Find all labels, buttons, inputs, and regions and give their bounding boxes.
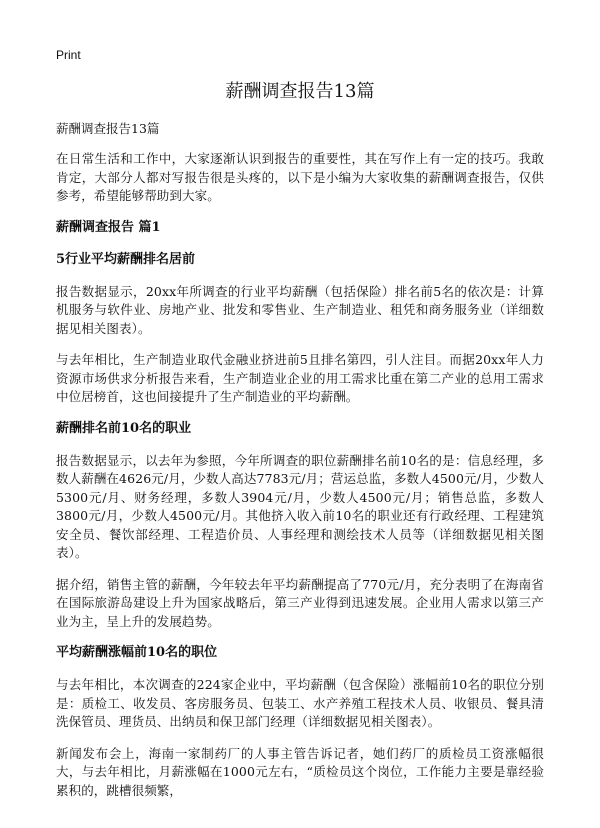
- article-subtitle: 薪酬调查报告13篇: [56, 121, 160, 136]
- article-body: [56, 120, 544, 813]
- section-heading-growth-top10: 平均薪酬涨幅前10名的职位: [56, 645, 218, 660]
- paragraph-manufacturing: 与去年相比，生产制造业取代金融业挤进前5且排名第四，引人注目。而据20xx年人力资源市场供求分析报告来看，生产制造业企业的用工需求比重在第二产业的总用工需求中位居榜首，这也间接提升了生产制造业的平均薪酬。: [56, 352, 544, 404]
- paragraph-press-conference: 新闻发布会上，海南一家制药厂的人事主管告诉记者，她们药厂的质检员工资涨幅很大，与去年相比，月薪涨幅在1000元左右，“质检员这个岗位，工作能力主要是靠经验累积的，跳槽很频繁，: [56, 745, 544, 798]
- paragraph-sales-supervisor: 据介绍，销售主管的薪酬，今年较去年平均薪酬提高了770元/月，充分表明了在海南省在国际旅游岛建设上升为国家战略后，第三产业得到迅速发展。企业用人需求以第三产业为主，呈上升的发展趋势。: [56, 576, 544, 629]
- page-title: 薪酬调查报告13篇: [225, 81, 375, 102]
- section-heading-1: 薪酬调查报告 篇1: [56, 219, 161, 235]
- section-heading-top10-jobs: 薪酬排名前10名的职业: [56, 420, 192, 436]
- paragraph-industry-ranking: 报告数据显示，20xx年所调查的行业平均薪酬（包括保险）排名前5名的依次是：计算机服务与软件业、房地产业、批发和零售业、生产制造业、租凭和商务服务业（详细数据见相关图表）。: [56, 283, 544, 336]
- intro-paragraph: 在日常生活和工作中，大家逐渐认识到报告的重要性，其在写作上有一定的技巧。我敢肯定，大部分人都对写报告很是头疼的，以下是小编为大家收集的薪酬调查报告，仅供参考，希望能够帮助到大家。: [56, 151, 544, 203]
- paragraph-growth-top10: 与去年相比，本次调查的224家企业中，平均薪酬（包含保险）涨幅前10名的职位分别是：质检工、收发员、客房服务员、包装工、水产养殖工程技术人员、收银员、餐具清洗保管员、理货员、出纳员和保卫部门经理（详细数据见相关图表）。: [56, 677, 544, 729]
- print-link[interactable]: Print: [56, 48, 81, 62]
- section-heading-industry-ranking: 5行业平均薪酬排名居前: [56, 251, 196, 267]
- paragraph-top10-jobs: 报告数据显示，以去年为参照，今年所调查的职位薪酬排名前10名的是：信息经理，多数人薪酬在4626元/月，少数人高达7783元/月；营运总监，多数人4500元/月，少数人5300元/月、财务经理，多数人3904元/月，少数人4500元/月；销售总监，多数人3800元/月，少数人4500元/月。其他挤入收入前10名的职业还有行政经理、工程建筑安全员、餐饮部经理、工程造价员、人事经理和测绘技术人员等（详细数据见相关图表）。: [56, 452, 544, 560]
